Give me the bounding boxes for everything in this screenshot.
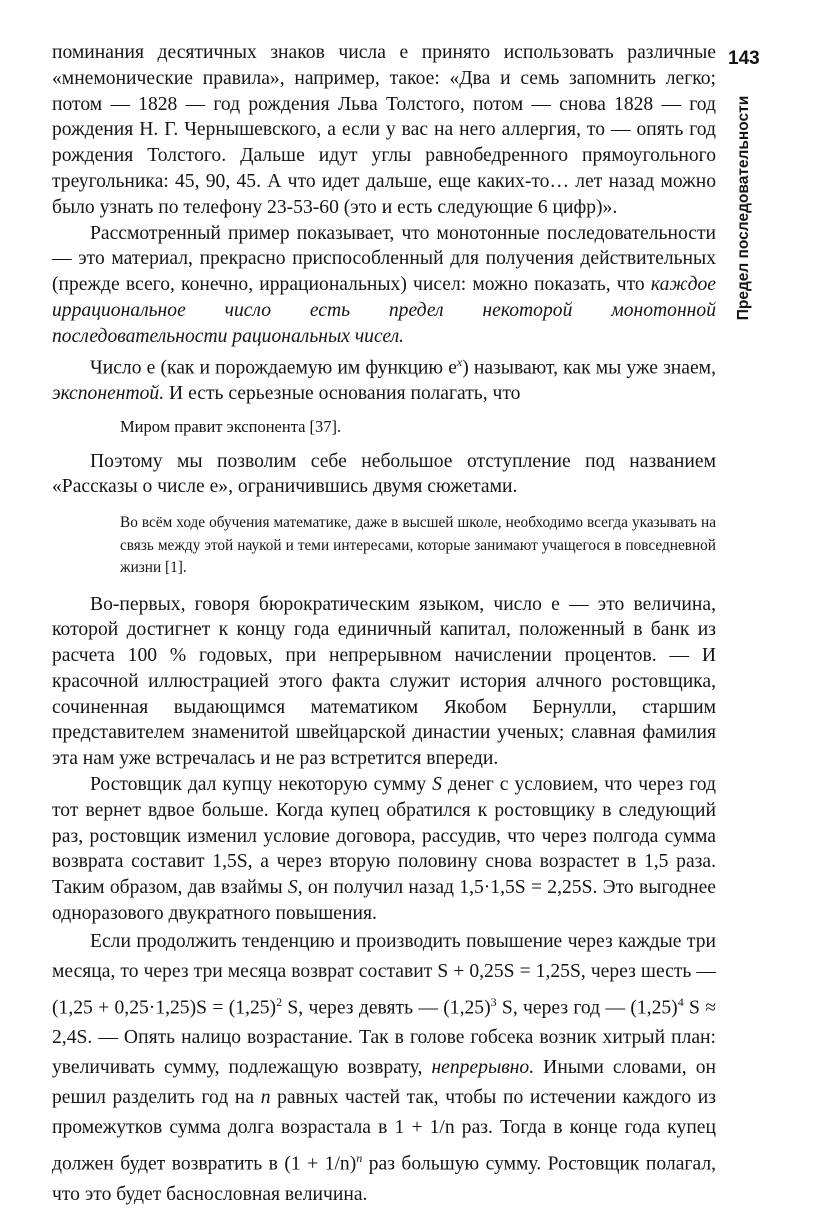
formula-8-exponent: n <box>356 1151 363 1166</box>
formula-6: (1,25) <box>630 997 678 1019</box>
formula-5: (1,25) <box>443 997 491 1019</box>
paragraph-4: Поэтому мы позволим себе небольшое отступление под названием «Рассказы о числе e», ограничившись двумя сюжетами. <box>52 450 716 498</box>
formula-4-exponent: 2 <box>276 994 283 1009</box>
paragraph-2-emphasis: каждое иррациональное число есть предел некоторой монотонной последовательности рациональных чисел. <box>52 274 716 347</box>
formula-8: (1 + 1/n) <box>284 1153 357 1175</box>
var-n: n <box>260 1087 271 1109</box>
exponent-x: x <box>456 354 463 369</box>
paragraph-6-text-c: , а через вторую половину снова возрастет в 1,5 раза. Таким образом, дав взаймы <box>52 851 716 899</box>
formula-6-exponent: 4 <box>677 994 684 1009</box>
formula-7: 1 + 1/n <box>394 1117 455 1139</box>
paragraph-7-text-c: , через девять — <box>298 997 444 1019</box>
formula-1: 1,5S <box>212 851 248 873</box>
formula-4: (1,25 + 0,25·1,25)S = (1,25) <box>52 997 277 1019</box>
paragraph-2 <box>52 221 716 350</box>
page-number: 143 <box>728 48 760 69</box>
paragraph-3-emphasis: экспонентой. <box>52 382 165 404</box>
epigraph-quote: Миром правит экспонента [37]. <box>120 416 342 436</box>
formula-6-tail: S ≈ 2,4S <box>52 997 716 1049</box>
formula-5-tail: S <box>496 997 513 1019</box>
formula-3: S + 0,25S = 1,25S <box>437 960 581 982</box>
paragraph-6-text-e: . Это выгоднее одноразового двукратного повышения. <box>52 877 716 925</box>
paragraph-6 <box>52 772 716 927</box>
paragraph-3 <box>52 350 716 407</box>
paragraph-7-text-a: Если продолжить тенденцию и производить повышение через каждые три месяца, то через три месяца возврат составит <box>52 930 716 982</box>
paragraph-7-text-d: , через год — <box>512 997 631 1019</box>
paragraph-6-text-d: , он получил назад <box>297 877 460 899</box>
formula-2: 1,5·1,5S = 2,25S <box>459 877 593 899</box>
paragraph-7-text-h: равных частей так, чтобы по истечении каждого из промежутков сумма долга возрастала в <box>52 1087 716 1139</box>
paragraph-7-text-e: . — Опять налицо возрастание. Так в голове гобсека возник хитрый план: увеличивать сумму, подлежащую возврату, <box>52 1027 716 1079</box>
block-quote: Во всём ходе обучения математике, даже в высшей школе, необходимо всегда указывать на связь между этой наукой и теми интересами, которые занимают учащегося в повседневной жизни [1]. <box>120 514 716 577</box>
paragraph-3-text-d: И есть серьезные основания полагать, что <box>164 382 521 404</box>
paragraph-6-text-a: Ростовщик дал купцу некоторую сумму <box>90 774 433 796</box>
paragraph-7-text-j: раз большую сумму. Ростовщик полагал, что это будет баснословная величина. <box>52 1153 716 1205</box>
page-body <box>52 40 716 1210</box>
paragraph-2-text: Рассмотренный пример показывает, что монотонные последовательности — это материал, прекрасно приспособленный для получения действительных (прежде всего, конечно, иррациональных) чисел: можно показать, что <box>52 222 716 296</box>
running-title <box>733 88 755 328</box>
var-S-1: S <box>432 774 442 796</box>
paragraph-1: поминания десятичных знаков числа e принято использовать различные «мнемонические правила», например, такое: «Два и семь запомнить легко; потом — 1828 — год рождения Льва Толстого, потом — снова 1828 — год рождения Н. Г. Чернышевского, а если у вас на него аллергия, то — опять год рождения Толстого. Дальше идут углы равнобедренного прямоугольного треугольника: 45, 90, 45. А что идет дальше, еще каких-то… лет назад можно было узнать по телефону 23-53-60 (это и есть следующие 6 цифр)». <box>52 42 716 218</box>
paragraph-7 <box>52 927 716 1210</box>
formula-5-exponent: 3 <box>490 994 497 1009</box>
paragraph-7-text-b: , через шесть — <box>580 960 716 982</box>
paragraph-7-text-i: раз. Тогда в конце года купец должен будет возвратить в <box>52 1117 716 1175</box>
paragraph-6-text-b: денег с условием, что через год тот вернет вдвое больше. Когда купец обратился к ростовщику в следующий раз, ростовщик изменил условие договора, рассудив, что через полгода сумма возврата составит <box>52 774 716 873</box>
paragraph-5: Во-первых, говоря бюрократическим языком, число e — это величина, которой достигнет к концу года единичный капитал, положенный в банк из расчета 100 % годовых, при непрерывном начислении процентов. — И красочной иллюстрацией этого факта служит история алчного ростовщика, сочиненная выдающимся математиком Якобом Бернулли, старшим представителем знаменитой швейцарской династии ученых; славная фамилия эта нам уже встречалась и не раз встретится впереди. <box>52 593 716 770</box>
formula-4-tail: S <box>282 997 299 1019</box>
running-title-text: Предел последовательности <box>735 95 752 321</box>
paragraph-7-text-g: Иными словами, он решил разделить год на <box>52 1057 716 1109</box>
paragraph-3-text-a: Число e (как и порождаемую им функцию e <box>90 357 457 379</box>
paragraph-3-text-b: ) называют, как мы уже знаем, <box>462 357 716 379</box>
var-S-2: S <box>287 877 298 899</box>
paragraph-7-emphasis: непрерывно. <box>431 1057 535 1079</box>
